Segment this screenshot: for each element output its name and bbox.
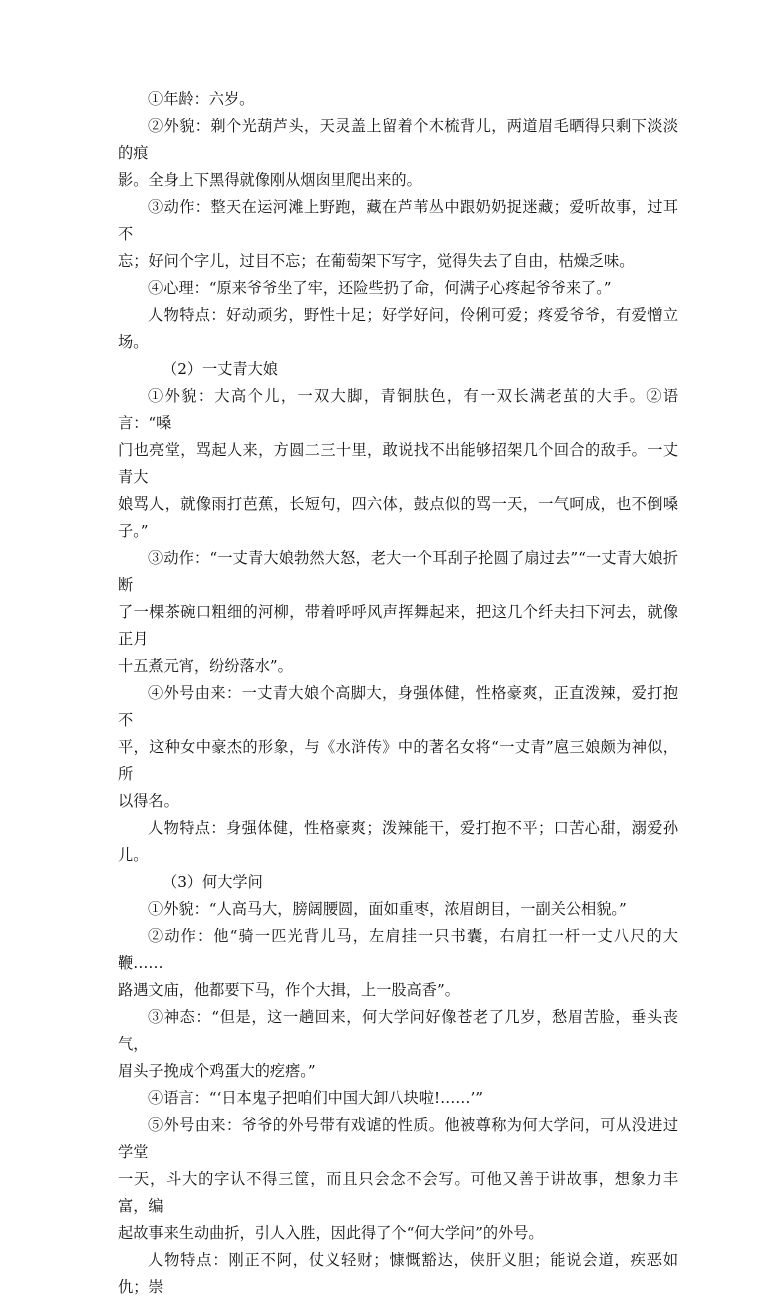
text-line: ④语言：“‘日本鬼子把咱们中国大卸八块啦!……’” xyxy=(148,1089,484,1107)
text-line: ⑤外号由来：爷爷的外号带有戏谑的性质。他被尊称为何大学问，可从没进过学堂 xyxy=(118,1116,678,1161)
paragraph-traits-3 xyxy=(118,1247,678,1301)
text-line: ①外貌：大高个儿，一双大脚，青铜肤色，有一双长满老茧的大手。②语言：“嗓 xyxy=(118,387,678,432)
text-line: 起故事来生动曲折，引人入胜，因此得了个“何大学问”的外号。 xyxy=(118,1224,544,1242)
text-line: 以得名。 xyxy=(118,792,179,810)
paragraph-appearance-2 xyxy=(118,383,678,545)
text-line: 娘骂人，就像雨打芭蕉，长短句，四六体，鼓点似的骂一天，一气呵成，也不倒嗓子。” xyxy=(118,495,678,540)
paragraph-nickname-2 xyxy=(118,680,678,815)
paragraph-psychology xyxy=(118,275,678,302)
paragraph-heading-3 xyxy=(118,869,678,896)
text-line: 人物特点：好动顽劣，野性十足；好学好问，伶俐可爱；疼爱爷爷，有爱憎立场。 xyxy=(118,306,678,351)
text-line: ③动作：“一丈青大娘勃然大怒，老大一个耳刮子抡圆了扇过去”“一丈青大娘折断 xyxy=(118,549,678,594)
text-line: 路遇文庙，他都要下马，作个大揖，上一股高香”。 xyxy=(118,981,460,999)
text-line: ②动作：他“骑一匹光背儿马，左肩挂一只书囊，右肩扛一杆一丈八尺的大鞭…… xyxy=(118,927,678,972)
text-line: 平，这种女中豪杰的形象，与《水浒传》中的著名女将“一丈青”扈三娘颇为神似，所 xyxy=(118,738,678,783)
paragraph-heading-2 xyxy=(118,356,678,383)
text-line: ③神态：“但是，这一趟回来，何大学问好像苍老了几岁，愁眉苦脸，垂头丧气， xyxy=(118,1008,678,1053)
text-line: ③动作：整天在运河滩上野跑，藏在芦苇丛中跟奶奶捉迷藏；爱听故事，过耳不 xyxy=(118,198,678,243)
text-line: 一天，斗大的字认不得三筐，而且只会念不会写。可他又善于讲故事，想象力丰富，编 xyxy=(118,1170,678,1215)
text-line: 人物特点：身强体健，性格豪爽；泼辣能干，爱打抱不平；口苦心甜，溺爱孙儿。 xyxy=(118,819,678,864)
document-body xyxy=(118,86,678,1301)
text-line: 了一棵茶碗口粗细的河柳，带着呼呼风声挥舞起来，把这几个纤夫扫下河去，就像正月 xyxy=(118,603,678,648)
text-line: 门也亮堂，骂起人来，方圆二三十里，敢说找不出能够招架几个回合的敌手。一丈青大 xyxy=(118,441,678,486)
paragraph-appearance-3 xyxy=(118,896,678,923)
text-line: ①年龄：六岁。 xyxy=(148,90,255,108)
paragraph-traits-2 xyxy=(118,815,678,869)
paragraph-expression-3 xyxy=(118,1004,678,1085)
paragraph-nickname-3 xyxy=(118,1112,678,1247)
text-line: ④外号由来：一丈青大娘个高脚大，身强体健，性格豪爽，正直泼辣，爱打抱不 xyxy=(118,684,678,729)
paragraph-action-2 xyxy=(118,545,678,680)
document-page xyxy=(118,86,678,1301)
text-line: 影。全身上下黑得就像刚从烟囱里爬出来的。 xyxy=(118,171,422,189)
text-line: （2）一丈青大娘 xyxy=(162,360,278,378)
text-line: 忘；好问个字儿，过目不忘；在葡萄架下写字，觉得失去了自由，枯燥乏味。 xyxy=(118,252,635,270)
text-line: 眉头子挽成个鸡蛋大的疙瘩。” xyxy=(118,1062,316,1080)
paragraph-action-3 xyxy=(118,923,678,1004)
paragraph-speech-3 xyxy=(118,1085,678,1112)
text-line: ④心理：“原来爷爷坐了牢，还险些扔了命，何满子心疼起爷爷来了。” xyxy=(148,279,612,297)
text-line: ②外貌：剃个光葫芦头，天灵盖上留着个木梳背儿，两道眉毛晒得只剩下淡淡的痕 xyxy=(118,117,678,162)
text-line: （3）何大学问 xyxy=(162,873,263,891)
text-line: 十五煮元宵，纷纷落水”。 xyxy=(118,657,293,675)
text-line: 人物特点：刚正不阿，仗义轻财；慷慨豁达，侠肝义胆；能说会道，疾恶如仇；崇 xyxy=(118,1251,678,1296)
paragraph-age xyxy=(118,86,678,113)
text-line: ①外貌：“人高马大，膀阔腰圆，面如重枣，浓眉朗目，一副关公相貌。” xyxy=(148,900,627,918)
paragraph-traits-1 xyxy=(118,302,678,356)
paragraph-action xyxy=(118,194,678,275)
paragraph-appearance xyxy=(118,113,678,194)
